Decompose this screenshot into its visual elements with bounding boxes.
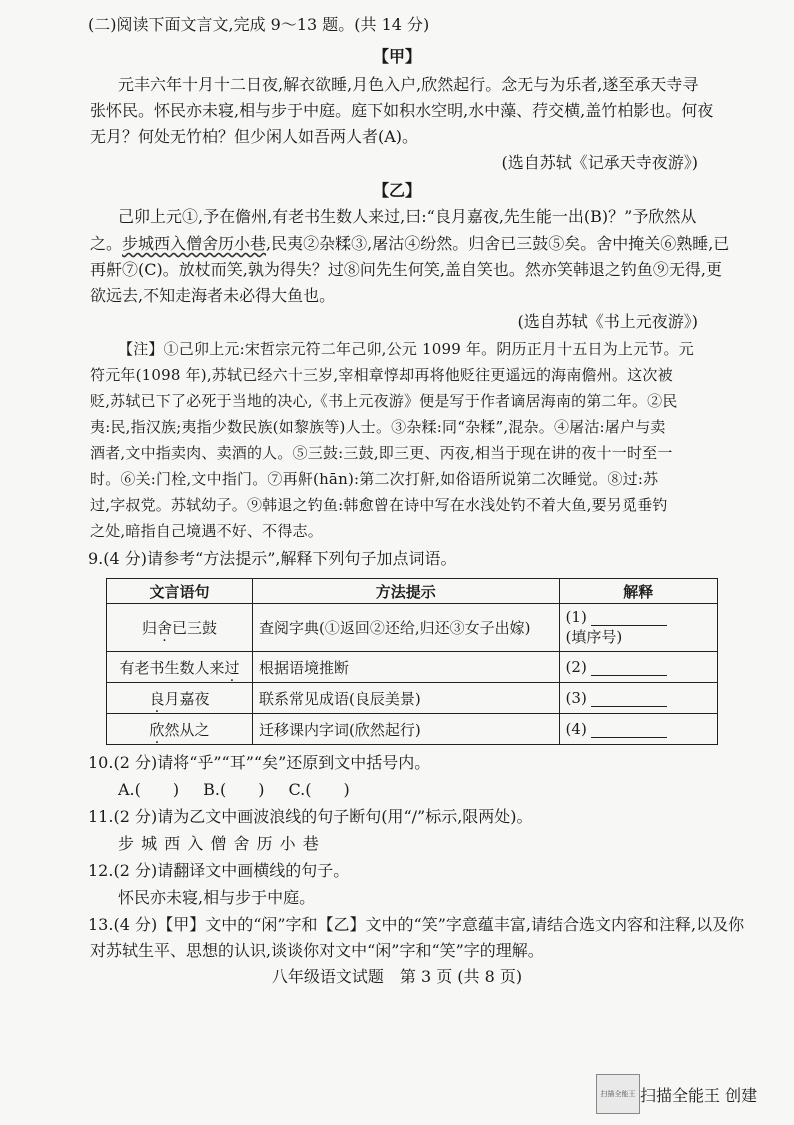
table-row	[107, 652, 718, 683]
q9-sentence-4	[107, 714, 253, 745]
q11-sentence[interactable]: 步 城 西 入 僧 舍 历 小 巷	[118, 834, 320, 853]
q9-sentence-1-post: 已三鼓	[172, 619, 218, 637]
yi-line-3: 再鼾⑦(C)。放杖而笑,孰为得失？过⑧问先生何笑,盖自笑也。然亦笑韩退之钓鱼⑨无得,更	[90, 260, 722, 279]
note-line-3: 贬,苏轼已下了必死于当地的决心,《书上元夜游》便是写于作者谪居海南的第二年。②民	[90, 392, 678, 410]
q9-table	[106, 578, 718, 745]
scanner-logo	[596, 1074, 640, 1114]
q9-answer-label-2: (2)	[565, 658, 587, 676]
note-line-1: 【注】①己卯上元:宋哲宗元符二年己卯,公元 1099 年。阴历正月十五日为上元节。元	[118, 340, 694, 358]
note-line-5: 酒者,文中指卖肉、卖酒的人。⑤三鼓:三鼓,即三更、丙夜,相当于现在讲的夜十一时至一	[90, 444, 673, 462]
table-row	[107, 604, 718, 652]
answer-blank-2[interactable]	[591, 661, 667, 676]
answer-blank-4[interactable]	[591, 723, 667, 738]
q9-dotted-word-2: 过	[224, 658, 240, 677]
yi-source: (选自苏轼《书上元夜游》)	[517, 312, 698, 331]
scanner-watermark: 扫描全能王 创建	[640, 1086, 758, 1105]
table-row	[107, 714, 718, 745]
q9-header-sentence: 文言语句	[107, 579, 253, 604]
q9-stem: 9.(4 分)请参考“方法提示”,解释下列句子加点词语。	[88, 549, 457, 568]
jia-line-2: 张怀民。怀民亦未寝,相与步于中庭。庭下如积水空明,水中藻、荇交横,盖竹柏影也。何夜	[90, 101, 714, 120]
q9-hint-3: 联系常见成语(良辰美景)	[253, 683, 560, 714]
answer-blank-1[interactable]	[591, 611, 667, 626]
q9-answer-1-line	[566, 608, 711, 626]
q9-sentence-2-pre: 有老书生数人来	[119, 658, 225, 677]
q9-answer-1[interactable]	[559, 604, 717, 652]
q9-hint-2: 根据语境推断	[253, 652, 560, 683]
q10-stem: 10.(2 分)请将“乎”“耳”“矣”还原到文中括号内。	[88, 753, 431, 772]
q9-answer-label-1: (1)	[565, 608, 587, 626]
note-line-4: 夷:民,指汉族;夷指少数民族(如黎族等)人士。③杂糅:同“杂糅”,混杂。④屠沽:屠户与卖	[90, 418, 666, 436]
q9-sentence-1-pre: 归	[141, 619, 157, 637]
q11-stem: 11.(2 分)请为乙文中画波浪线的句子断句(用“/”标示,限两处)。	[88, 807, 533, 826]
note-line-2: 符元年(1098 年),苏轼已经六十三岁,宰相章惇却再将他贬往更遥远的海南儋州。这次被	[90, 366, 673, 384]
yi-line-4: 欲远去,不知走海者未必得大鱼也。	[90, 286, 336, 305]
q9-answer-label-3: (3)	[565, 689, 587, 707]
q9-answer-label-4: (4)	[565, 720, 587, 738]
page-footer: 八年级语文试题 第 3 页 (共 8 页)	[271, 967, 523, 986]
answer-blank-3[interactable]	[591, 692, 667, 707]
q10-option-a[interactable]: A.( )	[118, 780, 180, 799]
q12-sentence: 怀民亦未寝,相与步于中庭。	[118, 888, 316, 907]
scanner-logo-text: 扫描全能王	[600, 1090, 636, 1098]
q9-header-answer: 解释	[559, 579, 717, 604]
table-row	[107, 683, 718, 714]
q10-options	[118, 779, 374, 801]
q9-sentence-3-post: 月嘉夜	[164, 689, 210, 708]
q9-hint-4: 迁移课内字词(欣然起行)	[253, 714, 560, 745]
q9-answer-4[interactable]	[559, 714, 717, 745]
q9-hint-1: 查阅字典(①返回②还给,归还③女子出嫁)	[253, 604, 560, 652]
yi-heading: 【乙】	[372, 181, 421, 200]
q9-answer-1-note: (填序号)	[565, 628, 623, 646]
note-line-6: 时。⑥关:门栓,文中指门。⑦再鼾(hān):第二次打鼾,如俗语所说第二次睡觉。⑧过:苏	[90, 470, 659, 488]
yi-line-2	[90, 233, 729, 255]
q9-dotted-word-3: 良	[149, 689, 165, 708]
q9-header-hint: 方法提示	[253, 579, 560, 604]
jia-heading: 【甲】	[372, 47, 421, 66]
q9-dotted-word-4: 欣	[149, 720, 165, 739]
q13-line-1: 13.(4 分)【甲】文中的“闲”字和【乙】文中的“笑”字意蕴丰富,请结合选文内容和注释,以及你	[88, 915, 745, 934]
yi-line-2-end: ,民夷②杂糅③,屠沽④纷然。归舍已三鼓⑤矣。舍中掩关⑥熟睡,已	[266, 234, 730, 253]
section-title: (二)阅读下面文言文,完成 9～13 题。(共 14 分)	[88, 15, 430, 34]
q10-option-b[interactable]: B.( )	[203, 780, 265, 799]
note-line-7: 过,字叔党。苏轼幼子。⑨韩退之钓鱼:韩愈曾在诗中写在水浅处钓不着大鱼,要另觅垂钓	[90, 496, 668, 514]
q9-sentence-4-post: 然从之	[164, 720, 210, 739]
q9-sentence-2	[107, 652, 253, 683]
q9-header-row	[107, 579, 718, 604]
yi-line-1: 己卯上元①,予在儋州,有老书生数人来过,曰:“良月嘉夜,先生能一出(B)？”予欣然从	[118, 207, 697, 226]
q13-line-2: 对苏轼生平、思想的认识,谈谈你对文中“闲”字和“笑”字的理解。	[90, 941, 544, 960]
wavy-underlined-sentence: 步城西入僧舍历小巷	[122, 234, 267, 253]
jia-source: (选自苏轼《记承天寺夜游》)	[501, 153, 698, 172]
note-line-8: 之处,暗指自己境遇不好、不得志。	[90, 522, 323, 540]
q10-option-c[interactable]: C.( )	[288, 780, 350, 799]
q12-stem: 12.(2 分)请翻译文中画横线的句子。	[88, 861, 350, 880]
q9-answer-3[interactable]	[559, 683, 717, 714]
jia-line-1: 元丰六年十月十二日夜,解衣欲睡,月色入户,欣然起行。念无与为乐者,遂至承天寺寻	[118, 75, 699, 94]
jia-line-3: 无月？何处无竹柏？但少闲人如吾两人者(A)。	[90, 127, 419, 146]
yi-line-2-start: 之。	[90, 234, 123, 253]
q9-dotted-word-1: 舍	[157, 619, 173, 637]
q9-answer-2[interactable]	[559, 652, 717, 683]
q9-sentence-1	[107, 604, 253, 652]
